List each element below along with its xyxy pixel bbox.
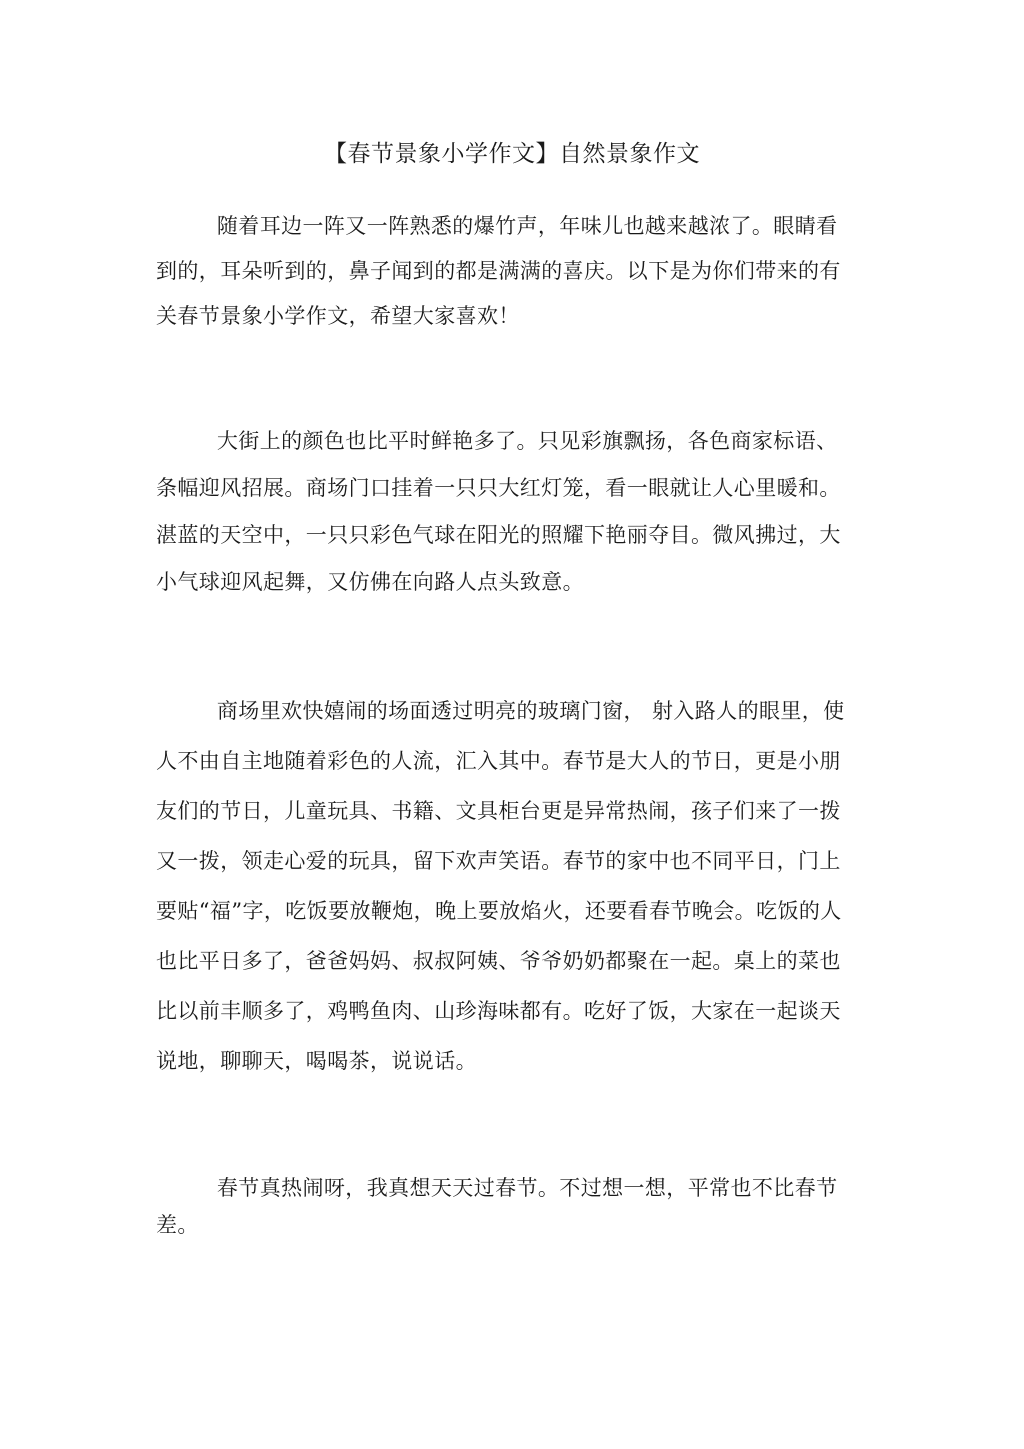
paragraph-intro: 随着耳边一阵又一阵熟悉的爆竹声，年味儿也越来越浓了。眼睛看到的，耳朵听到的，鼻子闻到的都是满满的喜庆。以下是为你们带来的有关春节景象小学作文，希望大家喜欢！: [156, 214, 841, 328]
paragraph-street: 大街上的颜色也比平时鲜艳多了。只见彩旗飘扬，各色商家标语、条幅迎风招展。商场门口挂着一只只大红灯笼，看一眼就让人心里暖和。湛蓝的天空中，一只只彩色气球在阳光的照耀下艳丽夺目。微风拂过，大小气球迎风起舞，又仿佛在向路人点头致意。: [156, 429, 841, 594]
paragraph-mall-and-home: 商场里欢快嬉闹的场面透过明亮的玻璃门窗， 射入路人的眼里，使人不由自主地随着彩色的人流，汇入其中。春节是大人的节日，更是小朋友们的节日，儿童玩具、书籍、文具柜台更是异常热闹，孩子们来了一拨又一拨，领走心爱的玩具，留下欢声笑语。春节的家中也不同平日，门上要贴“福”字，吃饭要放鞭炮，晚上要放焰火，还要看春节晚会。吃饭的人也比平日多了，爸爸妈妈、叔叔阿姨、爷爷奶奶都聚在一起。桌上的菜也比以前丰顺多了，鸡鸭鱼肉、山珍海味都有。吃好了饭，大家在一起谈天说地，聊聊天，喝喝茶，说说话。: [156, 699, 845, 1073]
page-title: 【春节景象小学作文】自然景象作文: [324, 141, 700, 167]
paragraph-conclusion: 春节真热闹呀，我真想天天过春节。不过想一想，平常也不比春节差。: [156, 1176, 838, 1237]
